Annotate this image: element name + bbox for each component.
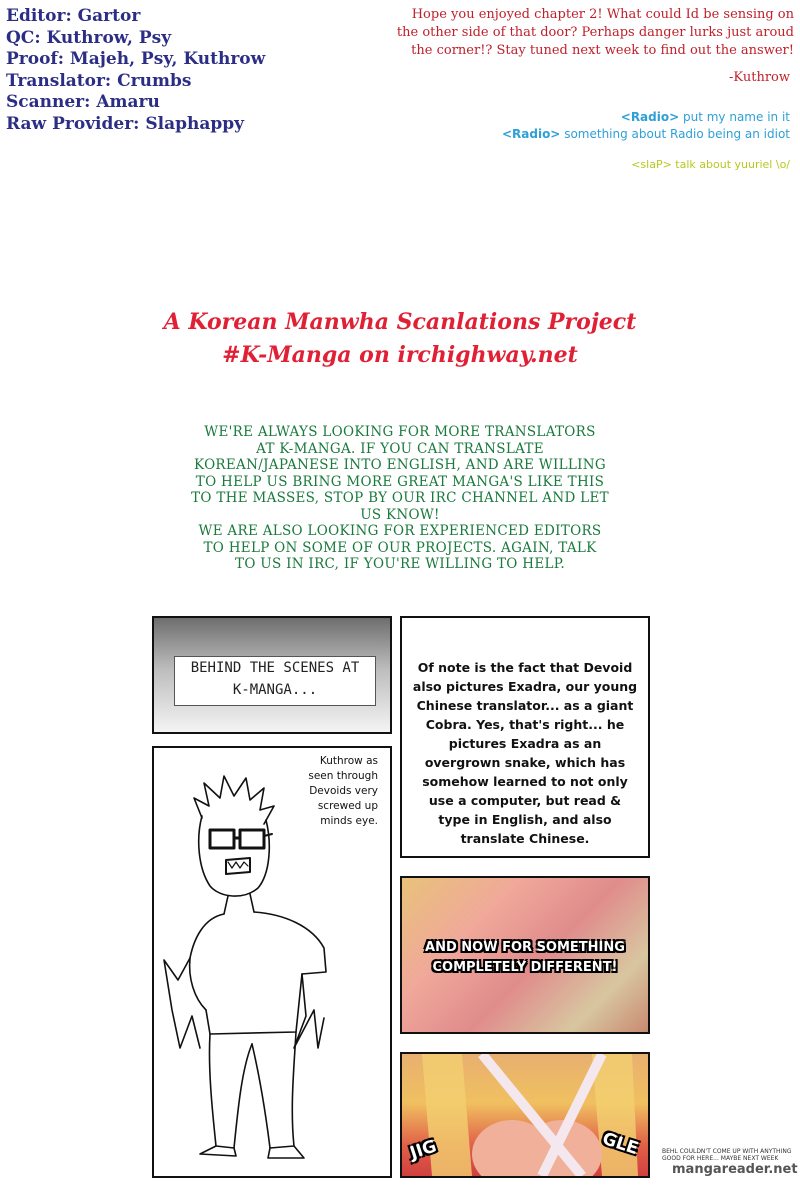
recruitment-text — [150, 424, 650, 573]
radio-nick: <Radio> — [620, 110, 680, 124]
footer-tiny-note: BEHL COULDN'T COME UP WITH ANYTHING GOOD FOR HERE... MAYBE NEXT WEEK — [662, 1148, 792, 1162]
caption-line: COMPLETELY DIFFERENT! — [432, 960, 618, 975]
behind-scenes-panel — [152, 616, 392, 734]
note-signature: -Kuthrow — [729, 70, 790, 85]
credit-translator: Translator: Crumbs — [6, 70, 192, 91]
radio-comment-1 — [621, 110, 790, 124]
radio-nick: <Radio> — [501, 127, 561, 141]
credit-proof: Proof: Majeh, Psy, Kuthrow — [6, 49, 266, 69]
cobra-note-text: Of note is the fact that Devoid also pictures Exadra, our young Chinese translator... as a giant Cobra. Yes, that's right... he pictures Exadra as an overgrown snake, which has somehow learned to not only use a computer, but read & type in English, and also translate Chinese. — [412, 660, 638, 846]
kuthrow-caption: Kuthrow as seen through Devoids very screwed up minds eye. — [308, 755, 378, 827]
recruit-line: US KNOW! — [360, 506, 440, 523]
credit-scanner: Scanner: Amaru — [6, 92, 160, 112]
recruit-line: TO HELP US BRING MORE GREAT MANGA'S LIKE THIS — [195, 473, 605, 490]
radio-text: put my name in it — [683, 110, 790, 124]
sfx-jig: JIG — [407, 1136, 440, 1164]
caption-line: BEHIND THE SCENES AT — [190, 660, 360, 676]
watermark: mangareader.net — [672, 1162, 798, 1177]
recruit-line: TO THE MASSES, STOP BY OUR IRC CHANNEL AND LET — [191, 490, 609, 506]
chapter-note: Hope you enjoyed chapter 2! What could Id be sensing on the other side of that door? Perhaps danger lurks just aroud the corner!? Stay tuned next week to find out the answer! — [396, 7, 794, 58]
radio-comment-2 — [502, 127, 790, 141]
banner-line-2: #K-Manga on irchighway.net — [222, 342, 578, 368]
recruit-line: WE ARE ALSO LOOKING FOR EXPERIENCED EDITORS — [198, 523, 602, 539]
recruit-line: TO HELP ON SOME OF OUR PROJECTS. AGAIN, TALK — [203, 539, 597, 556]
something-different-panel — [400, 876, 650, 1034]
credit-editor: Editor: Gartor — [6, 6, 141, 26]
something-different-caption — [402, 938, 648, 978]
sfx-gle: GLE — [599, 1128, 641, 1160]
slap-comment: <slaP> talk about yuuriel \o/ — [631, 158, 790, 171]
radio-text: something about Radio being an idiot — [564, 127, 790, 141]
project-banner — [0, 306, 800, 372]
credits-list — [6, 6, 265, 135]
kuthrow-drawing-panel — [152, 746, 392, 1178]
recruit-line: AT K-MANGA. IF YOU CAN TRANSLATE — [256, 440, 544, 457]
jiggle-panel — [400, 1052, 650, 1178]
stick-figure-drawing — [154, 748, 390, 1176]
recruit-line: KOREAN/JAPANESE INTO ENGLISH, AND ARE WILLING — [194, 457, 606, 473]
recruit-line: WE'RE ALWAYS LOOKING FOR MORE TRANSLATORS — [204, 424, 596, 440]
behind-scenes-caption — [174, 656, 376, 706]
recruit-line: TO US IN IRC, IF YOU'RE WILLING TO HELP. — [235, 556, 565, 572]
credit-raw-provider: Raw Provider: Slaphappy — [6, 113, 245, 134]
caption-line: K-MANGA... — [232, 682, 318, 698]
cobra-note-panel — [400, 616, 650, 858]
banner-line-1: A Korean Manwha Scanlations Project — [163, 309, 637, 335]
credit-qc: QC: Kuthrow, Psy — [6, 27, 172, 48]
illustration-shapes — [402, 1054, 648, 1176]
caption-line: AND NOW FOR SOMETHING — [425, 940, 625, 955]
